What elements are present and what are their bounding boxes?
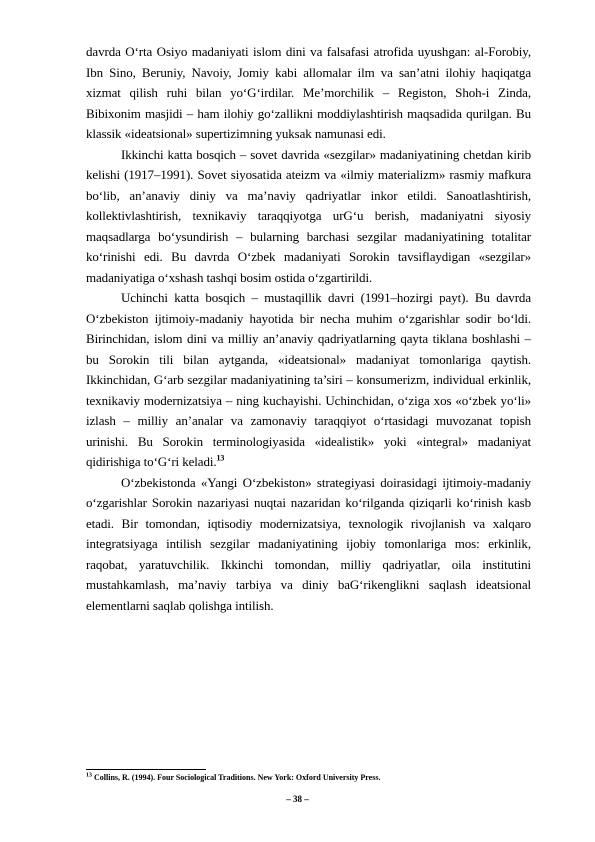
paragraph-2: Ikkinchi katta bosqich – sovet davrida «sezgilar» madaniyatining chetdan kirib kelishi (1917–1991). Sovet siyosatida ateizm va «ilmiy materializm» rasmiy mafkura bo‘lib, an’anaviy diniy va ma’naviy qadriyatlar inkor etildi. Sanoatlashtirish, kollektivlashtirish, texnikaviy taraqqiyotga urG‘u berish, madaniyatni siyosiy maqsadlarga bo‘ysundirish – bularning barchasi sezgilar madaniyatining totalitar ko‘rinishi edi. Bu davrda O‘zbek madaniyati Sorokin tavsiflaydigan «sezgilar» madaniyatiga o‘xshash tashqi bosim ostida o‘zgartirildi. <box>86 146 531 285</box>
footnote-reference[interactable]: 13 <box>216 453 225 463</box>
footnote-number: 13 <box>86 772 92 779</box>
paragraph-3-text: Uchinchi katta bosqich – mustaqillik davri (1991–hozirgi payt). Bu davrda O‘zbekiston ijtimoiy-madaniy hayotida bir necha muhim o‘zgarishlar sodir bo‘ldi. Birinchidan, islom dini va milliy an’anaviy qadriyatlarning qayta tiklana boshlashi – bu Sorokin tili bilan aytganda, «ideatsional» madaniyat tomonlariga qaytish. Ikkinchidan, G‘arb sezgilar madaniyatining ta’siri – konsumerizm, individual erkinlik, texnikaviy modernizatsiya – ning kuchayishi. Uchinchidan, o‘ziga xos «o‘zbek yo‘li» izlash – milliy an’analar va zamonaviy taraqqiyot o‘rtasidagi muvozanat topish urinishi. Bu Sorokin terminologiyasida «idealistik» yoki «integral» madaniyat qidirishiga to‘G‘ri keladi. <box>86 290 531 469</box>
paragraph-3 <box>86 288 531 473</box>
footnote-separator <box>86 769 206 770</box>
body-text <box>86 42 531 616</box>
paragraph-1: davrda O‘rta Osiyo madaniyati islom dini va falsafasi atrofida uyushgan: al-Forobiy, Ibn Sino, Beruniy, Navoiy, Jomiy kabi allomalar ilm va san’atni ilohiy haqiqatga xizmat qilish ruhi bilan yo‘G‘irdilar. Me’morchilik – Registon, Shoh-i Zinda, Bibixonim masjidi – ham ilohiy go‘zallikni moddiylashtirish maqsadida qurilgan. Bu klassik «ideatsional» supertizimning yuksak namunasi edi. <box>86 44 531 141</box>
paragraph-4: O‘zbekistonda «Yangi O‘zbekiston» strategiyasi doirasidagi ijtimoiy-madaniy o‘zgarishlar Sorokin nazariyasi nuqtai nazaridan ko‘rilganda qiziqarli ko‘rinish kasb etadi. Bir tomondan, iqtisodiy modernizatsiya, texnologik rivojlanish va xalqaro integratsiyaga intilish sezgilar madaniyatining ijobiy tomonlariga mos: erkinlik, raqobat, yaratuvchilik. Ikkinchi tomondan, milliy qadriyatlar, oila institutini mustahkamlash, ma’naviy tarbiya va diniy baG‘rikenglikni saqlash ideatsional elementlarni saqlab qolishga intilish. <box>86 474 531 613</box>
page-number: – 38 – <box>286 794 309 804</box>
footnote <box>86 772 531 783</box>
footnote-text: Collins, R. (1994). Four Sociological Traditions. New York: Oxford University Press. <box>94 773 381 782</box>
